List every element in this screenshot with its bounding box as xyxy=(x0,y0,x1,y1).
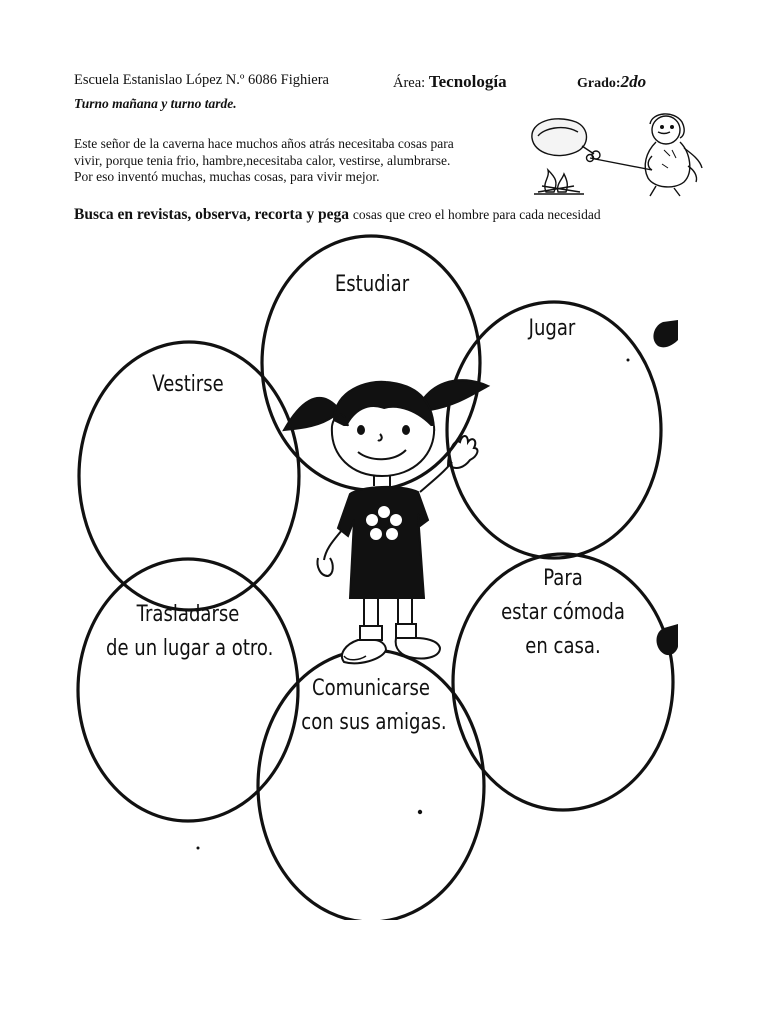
girl-waving-illustration xyxy=(284,380,488,663)
area-value: Tecnología xyxy=(428,72,507,91)
label-comunicarse-line-1: Comunicarse xyxy=(312,676,430,701)
label-trasladarse-line-1: Trasladarse xyxy=(136,602,240,627)
instruction-rest: cosas que creo el hombre para cada necesidad xyxy=(352,207,601,222)
label-jugar: Jugar xyxy=(528,316,576,341)
school-name: Escuela Estanislao López N.º 6086 Fighiera xyxy=(74,72,329,88)
caveman-roasting-icon xyxy=(524,108,704,198)
label-comunicarse xyxy=(286,672,456,740)
label-comunicarse-line-2: con sus amigas. xyxy=(301,710,447,735)
grade-value: 2do xyxy=(620,72,647,91)
label-vestirse: Vestirse xyxy=(152,372,224,397)
intro-line-1: Este señor de la caverna hace muchos años atrás necesitaba cosas para xyxy=(74,136,454,151)
instruction-text xyxy=(74,206,601,224)
label-comoda-line-3: en casa. xyxy=(525,634,601,659)
label-trasladarse xyxy=(88,598,288,666)
grade-field xyxy=(577,72,646,92)
area-field xyxy=(393,72,507,92)
label-comoda xyxy=(478,562,648,664)
intro-line-3: Por eso inventó muchas, muchas cosas, para vivir mejor. xyxy=(74,169,380,184)
instruction-bold: Busca en revistas, observa, recorta y pega xyxy=(74,206,349,223)
shift-text: Turno mañana y turno tarde. xyxy=(74,96,237,111)
label-estudiar: Estudiar xyxy=(334,272,410,297)
label-comoda-line-1: Para xyxy=(543,566,583,591)
grade-label: Grado: xyxy=(577,76,621,91)
area-label: Área: xyxy=(393,75,426,91)
intro-paragraph xyxy=(74,136,524,186)
intro-line-2: vivir, porque tenia frio, hambre,necesitaba calor, vestirse, alumbrarse. xyxy=(74,152,451,168)
worksheet-area xyxy=(68,230,678,920)
label-comoda-line-2: estar cómoda xyxy=(501,600,625,625)
label-trasladarse-line-2: de un lugar a otro. xyxy=(106,636,274,661)
